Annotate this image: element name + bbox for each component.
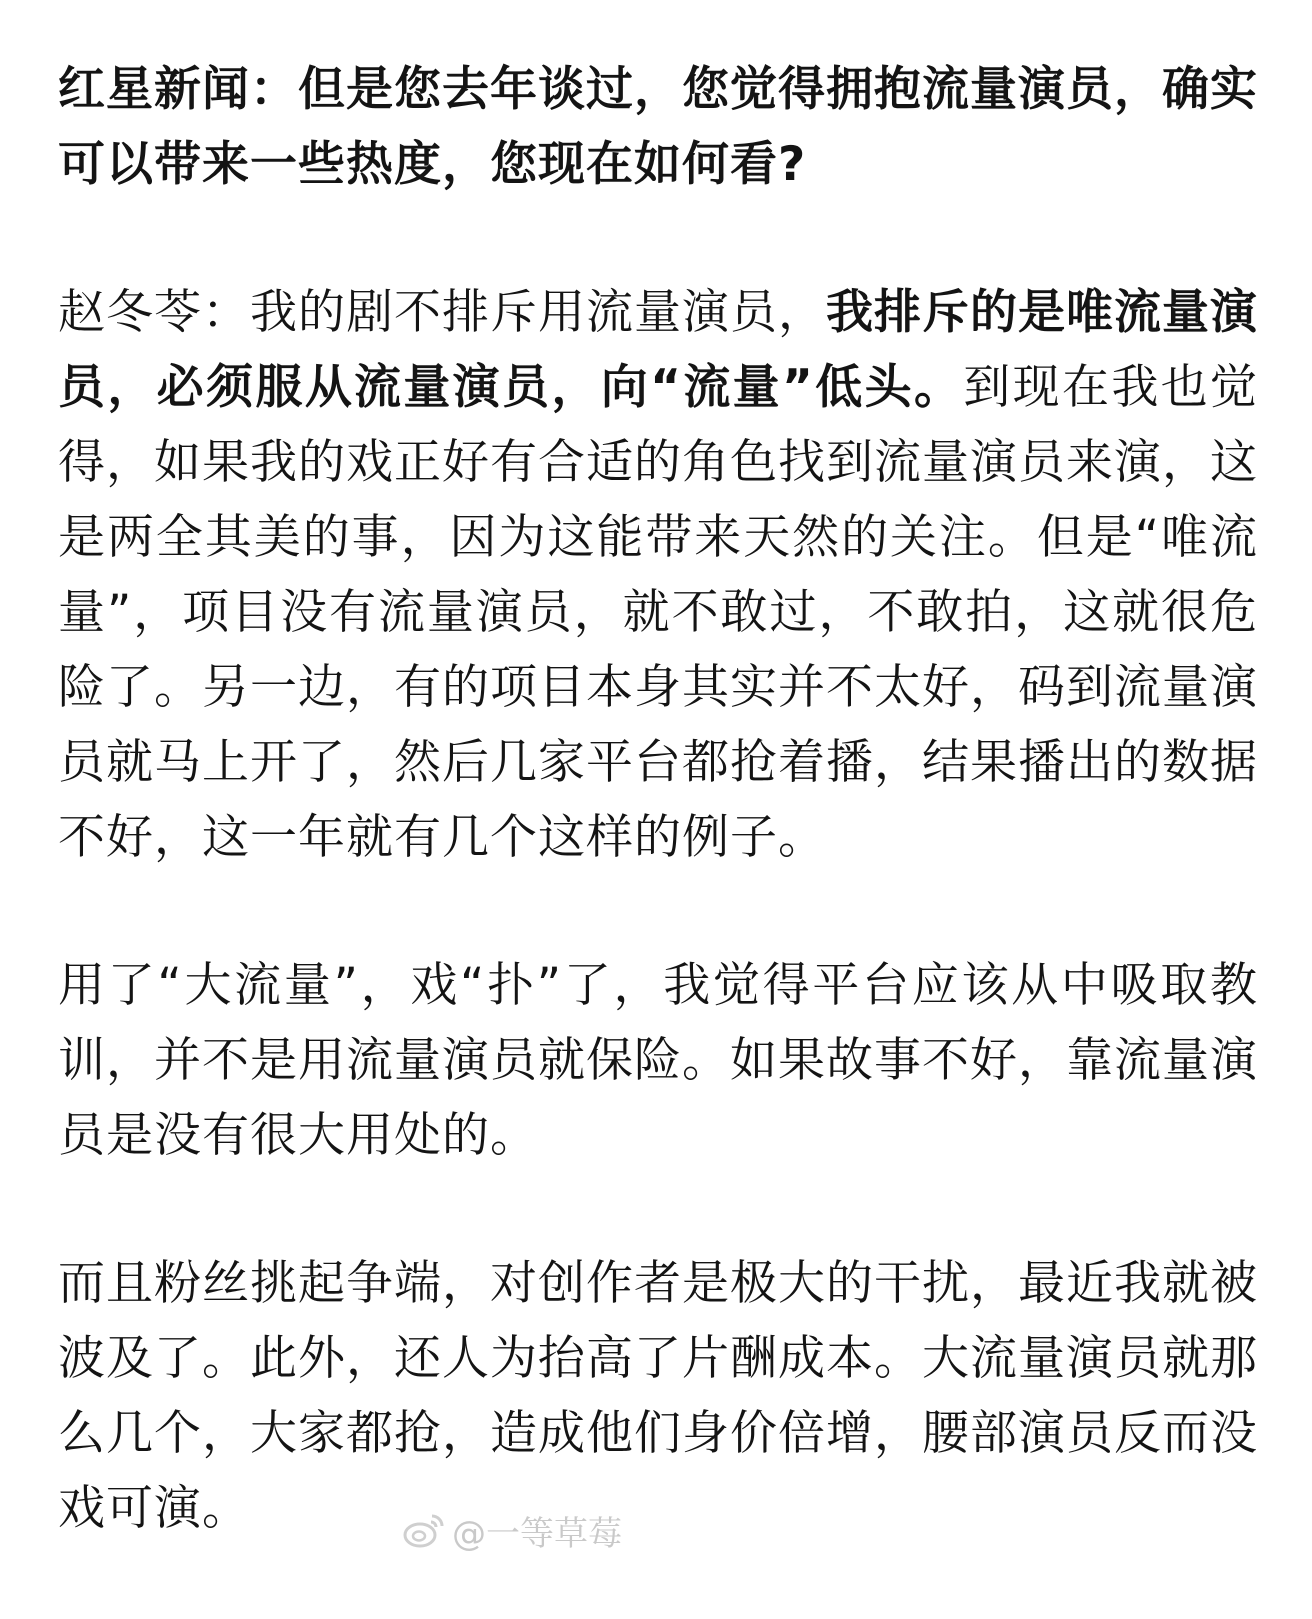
answer-paragraph-1 (58, 275, 1258, 875)
watermark (252, 1505, 772, 1555)
answer-paragraph-3: 而且粉丝挑起争端，对创作者是极大的干扰，最近我就被波及了。此外，还人为抬高了片酬成本。大流量演员就那么几个，大家都抢，造成他们身价倍增，腰部演员反而没戏可演。 (58, 1256, 1258, 1536)
answer-rest: 到现在我也觉得，如果我的戏正好有合适的角色找到流量演员来演，这是两全其美的事，因为这能带来天然的关注。但是“唯流量”，项目没有流量演员，就不敢过，不敢拍，这就很危险了。另一边，有的项目本身其实并不太好，码到流量演员就马上开了，然后几家平台都抢着播，结果播出的数据不好，这一年就有几个这样的例子。 (58, 360, 1259, 865)
answer-lead: 我的剧不排斥用流量演员， (250, 285, 826, 340)
question-speaker: 红星新闻： (58, 62, 298, 117)
question-paragraph (58, 52, 1258, 202)
answer-emphasis: 我排斥的是唯流量演员，必须服从流量演员，向“流量”低头。 (58, 285, 1258, 415)
answer-paragraph-2: 用了“大流量”，戏“扑”了，我觉得平台应该从中吸取教训，并不是用流量演员就保险。如果故事不好，靠流量演员是没有很大用处的。 (58, 958, 1258, 1163)
question-text: 但是您去年谈过，您觉得拥抱流量演员，确实可以带来一些热度，您现在如何看? (58, 62, 1258, 192)
weibo-icon (402, 1510, 446, 1550)
watermark-text: @一等草莓 (452, 1513, 622, 1554)
answer-speaker: 赵冬苓： (58, 285, 250, 340)
article-body (58, 52, 1258, 1619)
